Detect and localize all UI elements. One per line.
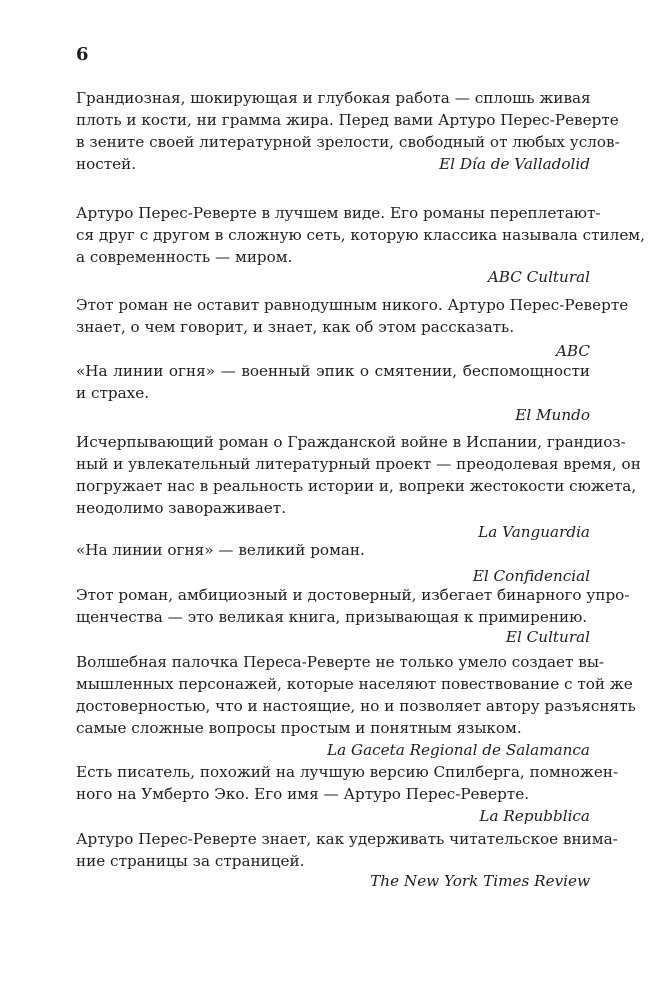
review-source: La Repubblica: [479, 807, 590, 825]
review-block: [76, 294, 629, 362]
review-block: [76, 360, 590, 426]
review-source: La Gaceta Regional de Salamanca: [326, 741, 590, 759]
review-text-line: Исчерпывающий роман о Гражданской войне в Испании, грандиоз-: [76, 433, 626, 451]
review-text-line: Артуро Перес-Реверте знает, как удерживать читательское внима-: [76, 830, 618, 848]
review-text-line: неодолимо завораживает.: [76, 499, 287, 517]
review-text-line: в зените своей литературной зрелости, свободный от любых услов-: [76, 133, 620, 151]
review-source: El Mundo: [515, 406, 590, 424]
review-text-line: ный и увлекательный литературный проект — преодолевая время, он: [76, 455, 641, 473]
review-source: ABC: [555, 342, 590, 360]
review-text-line: Артуро Перес-Реверте в лучшем виде. Его романы переплетают-: [76, 204, 601, 222]
review-text-line: плоть и кости, ни грамма жира. Перед вами Артуро Перес-Реверте: [76, 111, 619, 129]
review-source: El Confidencial: [472, 567, 590, 585]
review-text-line: погружает нас в реальность истории и, вопреки жестокости сюжета,: [76, 477, 637, 495]
review-text-line: ностей.: [76, 155, 137, 173]
review-text-line: Этот роман не оставит равнодушным никого. Артуро Перес-Реверте: [76, 296, 629, 314]
review-text-line: самые сложные вопросы простым и понятным языком.: [76, 719, 522, 737]
review-block: [76, 202, 645, 288]
review-block: [76, 761, 619, 827]
review-block: [76, 431, 641, 543]
review-text-line: «На линии огня» — военный эпик о смятении, беспомощности: [76, 362, 590, 380]
review-source: ABC Cultural: [487, 268, 590, 286]
review-source: El Cultural: [505, 628, 590, 646]
review-source: La Vanguardia: [478, 523, 590, 541]
page-number: 6: [76, 44, 89, 65]
review-text-line: мышленных персонажей, которые населяют повествование с той же: [76, 675, 633, 693]
review-text-line: ся друг с другом в сложную сеть, которую классика называла стилем,: [76, 226, 645, 244]
review-text-line: ного на Умберто Эко. Его имя — Артуро Перес-Реверте.: [76, 785, 530, 803]
review-text-line: ние страницы за страницей.: [76, 852, 305, 870]
review-block: [76, 87, 620, 175]
review-block: [76, 828, 618, 892]
review-text-line: знает, о чем говорит, и знает, как об этом рассказать.: [76, 318, 515, 336]
review-block: [76, 584, 630, 648]
review-text-line: Грандиозная, шокирующая и глубокая работа — сплошь живая: [76, 89, 591, 107]
review-text-line: и страхе.: [76, 384, 150, 402]
review-block: [76, 539, 590, 587]
review-text-line: «На линии огня» — великий роман.: [76, 541, 365, 559]
review-text-line: достоверностью, что и настоящие, но и позволяет автору разъяснять: [76, 697, 636, 715]
review-text-line: а современность — миром.: [76, 248, 293, 266]
review-text-line: Этот роман, амбициозный и достоверный, избегает бинарного упро-: [76, 586, 630, 604]
review-source: El Día de Valladolid: [439, 155, 590, 173]
review-text-line: Волшебная палочка Переса-Реверте не только умело создает вы-: [76, 653, 605, 671]
review-text-line: щенчества — это великая книга, призывающая к примирению.: [76, 608, 588, 626]
review-block: [76, 651, 636, 761]
review-source: The New York Times Review: [370, 872, 590, 890]
review-text-line: Есть писатель, похожий на лучшую версию Спилберга, помножен-: [76, 763, 619, 781]
